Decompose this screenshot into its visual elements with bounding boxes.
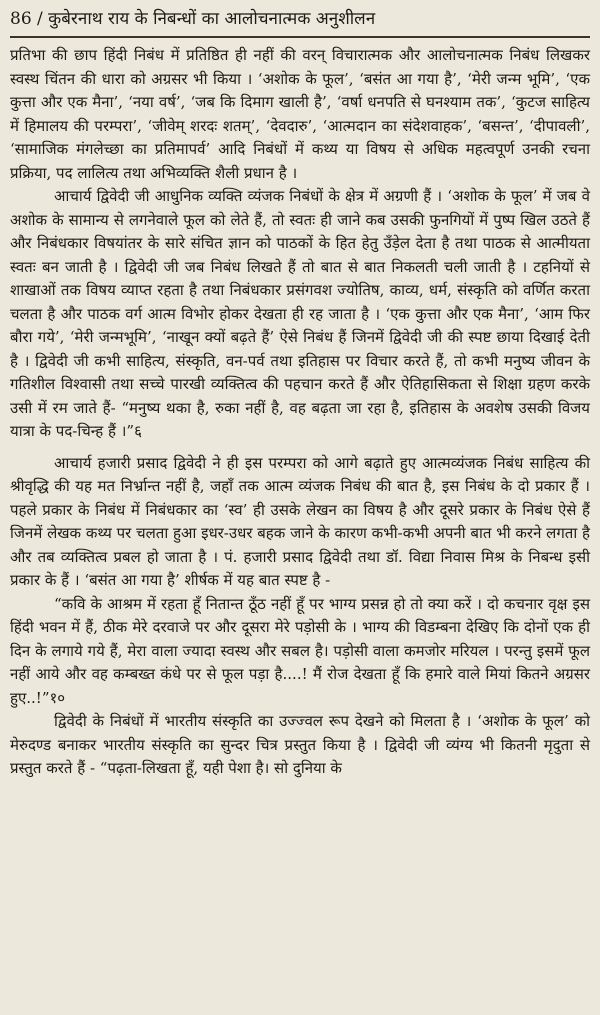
paragraph-1: प्रतिभा की छाप हिंदी निबंध में प्रतिष्ठित ही नहीं की वरन् विचारात्मक और आलोचनात्मक निबंध लिखकर स्वस्थ चिंतन की धारा को अग्रसर भी किया । ‘अशोक के फूल’, ‘बसंत आ गया है’, ‘मेरी जन्म भूमि’, ‘एक कुत्ता और एक मैना’, ‘नया वर्ष’, ‘जब कि दिमाग खाली है’, ‘वर्षा धनपति से घनश्याम तक’, ‘कुटज साहित्य में हिमालय की परम्परा’, ‘जीवेम् शरदः शतम्’, ‘देवदारु’, ‘आत्मदान का संदेशवाहक’, ‘बसन्त’, ‘दीपावली’, ‘सामाजिक मंगलेच्छा का प्रतिमापर्व’ आदि निबंधों में कथ्य या विषय से अधिक महत्वपूर्ण उनकी रचना प्रक्रिया, पद लालित्य तथा अभिव्यक्ति शैली प्रधान है । — [10, 46, 590, 182]
paragraph-3: आचार्य हजारी प्रसाद द्विवेदी ने ही इस परम्परा को आगे बढ़ाते हुए आत्मव्यंजक निबंध साहित्य की श्रीवृद्धि की यह मत निर्भ्रान्त नहीं है, जहाँ तक आत्म व्यंजक निबंध की बात है, इस निबंध के दो प्रकार हैं । पहले प्रकार के निबंध में निबंधकार का ‘स्व’ ही उसके लेखन का विषय है और दूसरे प्रकार के निबंध ऐसे हैं जिनमें लेखक कथ्य पर चलता हुआ इधर-उधर बहक जाने के कारण कभी-कभी अपनी बात भी करने लगता है और तब व्यक्तित्व प्रबल हो जाता है । पं. हजारी प्रसाद द्विवेदी तथा डॉ. विद्या निवास मिश्र के निबन्ध इसी प्रकार के हैं । ‘बसंत आ गया है’ शीर्षक में यह बात स्पष्ट है - — [10, 453, 590, 589]
header-rule — [10, 36, 590, 38]
page-body — [10, 44, 590, 781]
paragraph-2: आचार्य द्विवेदी जी आधुनिक व्यक्ति व्यंजक निबंधों के क्षेत्र में अग्रणी हैं । ‘अशोक के फूल’ में जब वे अशोक के सामान्य से लगनेवाले फूल को लेते हैं, तो स्वतः ही जाने कब उसकी फुनगियों में पुष्प खिल उठते हैं और निबंधकार विषयांतर के सारे संचित ज्ञान को पाठकों के हित हेतु उँड़ेल देता है तथा पाठक से आत्मीयता स्वतः बन जाती है । द्विवेदी जी जब निबंध लिखते हैं तो बात से बात निकलती चली जाती है । टहनियों से शाखाओं तक विषय व्याप्त रहता है तथा निबंधकार प्रसंगवश ज्योतिष, काव्य, धर्म, संस्कृति को वर्णित करता चलता है और पाठक वर्ग आत्म विभोर होकर देखता ही रह जाता है । ‘एक कुत्ता और एक मैना’, ‘आम फिर बौरा गये’, ‘मेरी जन्मभूमि’, ‘नाखून क्यों बढ़ते हैं’ ऐसे निबंध हैं जिनमें द्विवेदी जी की स्पष्ट छाया दिखाई देती है । द्विवेदी जी कभी साहित्य, संस्कृति, वन-पर्व तथा इतिहास पर विचार करते हैं, तो कभी मनुष्य जीवन के गतिशील विश्वासी तथा सच्चे पारखी व्यक्तित्व की पहचान करते हैं और ऐतिहासिकता से शिक्षा ग्रहण करके उसी में रम जाते हैं- “मनुष्य थका है, रुका नहीं है, वह बढ़ता जा रहा है, इतिहास के अवशेष उसकी विजय यात्रा के पद-चिन्ह हैं ।”६ — [10, 187, 590, 440]
running-header: 86 / कुबेरनाथ राय के निबन्धों का आलोचनात्मक अनुशीलन — [10, 9, 376, 29]
paragraph-5: द्विवेदी के निबंधों में भारतीय संस्कृति का उज्ज्वल रूप देखने को मिलता है । ‘अशोक के फूल’ को मेरुदण्ड बनाकर भारतीय संस्कृति का सुन्दर चित्र प्रस्तुत किया है । द्विवेदी जी व्यंग्य भी कितनी मृदुता से प्रस्तुत करते हैं - “पढ़ता-लिखता हूँ, यही पेशा है। सो दुनिया के — [10, 712, 590, 777]
block-quote: “कवि के आश्रम में रहता हूँ नितान्त ठूँठ नहीं हूँ पर भाग्य प्रसन्न हो तो क्या करें । दो कचनार वृक्ष इस हिंदी भवन में हैं, ठीक मेरे दरवाजे पर और दूसरा मेरे पड़ोसी के । भाग्य की विडम्बना देखिए कि दोनों एक ही दिन के लगाये गये हैं, मेरा वाला ज्यादा स्वस्थ और सबल है। पड़ोसी वाला कमजोर मरियल । परन्तु इसमें फूल नहीं आये और वह कम्बख्त कंधे पर से फूल पड़ा है....! मैं रोज देखता हूँ कि हमारे वाले मियां कितने अग्रसर हुए..!”१० — [10, 594, 590, 707]
